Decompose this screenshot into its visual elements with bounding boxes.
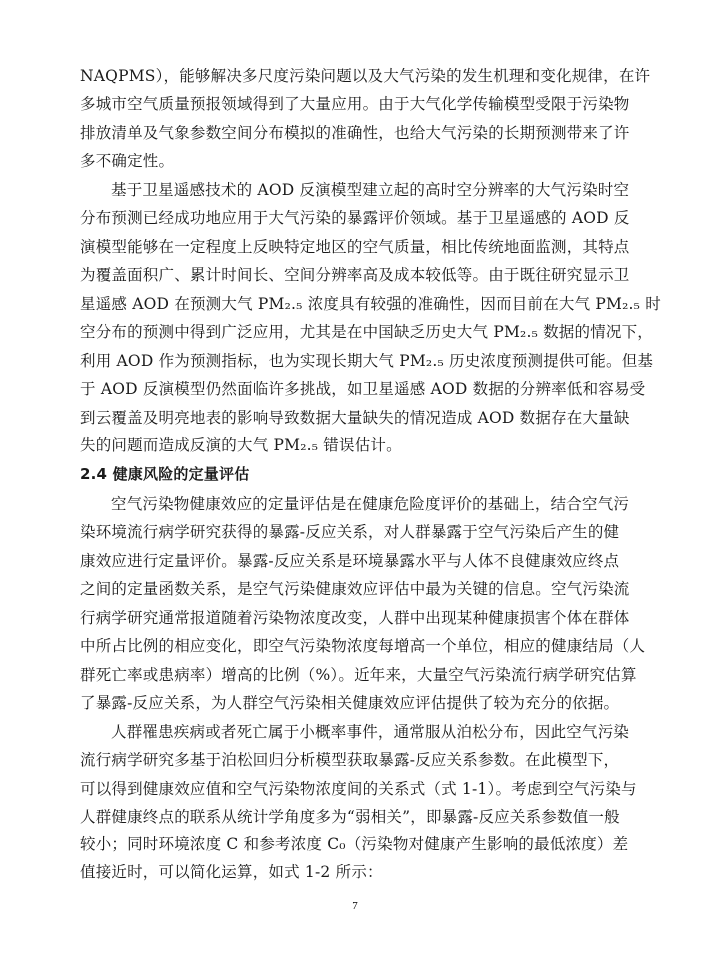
text-line: 多不确定性。 xyxy=(80,152,175,170)
text-line: 康效应进行定量评价。暴露-反应关系是环境暴露水平与人体不良健康效应终点 xyxy=(80,552,620,570)
text-line: 行病学研究通常报道随着污染物浓度改变，人群中出现某种健康损害个体在群体 xyxy=(80,609,630,627)
text-line: 人群罹患疾病或者死亡属于小概率事件，通常服从泊松分布，因此空气污染 xyxy=(111,723,630,741)
text-line: 星遥感 AOD 在预测大气 PM₂.₅ 浓度具有较强的准确性，因而目前在大气 PM₂.₅ 时 xyxy=(80,295,661,313)
text-line: 了暴露-反应关系，为人群空气污染相关健康效应评估提供了较为充分的依据。 xyxy=(80,694,620,712)
text-line: NAQPMS），能够解决多尺度污染问题以及大气污染的发生机理和变化规律，在许 xyxy=(80,67,651,85)
text-line: 排放清单及气象参数空间分布模拟的准确性，也给大气污染的长期预测带来了许 xyxy=(80,124,630,142)
text-line: 染环境流行病学研究获得的暴露-反应关系，对人群暴露于空气污染后产生的健 xyxy=(80,523,620,541)
text-line: 值接近时，可以简化运算，如式 1-2 所示： xyxy=(80,863,383,881)
text-line: 较小；同时环境浓度 C 和参考浓度 C₀（污染物对健康产生影响的最低浓度）差 xyxy=(80,835,629,853)
text-line: 利用 AOD 作为预测指标，也为实现长期大气 PM₂.₅ 历史浓度预测提供可能。但基 xyxy=(80,352,654,370)
text-line: 为覆盖面积广、累计时间长、空间分辨率高及成本较低等。由于既往研究显示卫 xyxy=(80,266,630,284)
page-number: 7 xyxy=(352,900,358,912)
text-line: 人群健康终点的联系从统计学角度多为“弱相关”，即暴露-反应关系参数值一般 xyxy=(80,808,620,826)
text-line: 群死亡率或患病率）增高的比例（%）。近年来，大量空气污染流行病学研究估算 xyxy=(80,666,637,684)
text-line: 可以得到健康效应值和空气污染物浓度间的关系式（式 1-1）。考虑到空气污染与 xyxy=(80,780,637,798)
section-heading: 2.4 健康风险的定量评估 xyxy=(80,465,250,483)
text-line: 于 AOD 反演模型仍然面临许多挑战，如卫星遥感 AOD 数据的分辨率低和容易受 xyxy=(80,380,646,398)
text-line: 之间的定量函数关系，是空气污染健康效应评估中最为关键的信息。空气污染流 xyxy=(80,580,630,598)
text-line: 多城市空气质量预报领域得到了大量应用。由于大气化学传输模型受限于污染物 xyxy=(80,95,630,113)
text-line: 空分布的预测中得到广泛应用，尤其是在中国缺乏历史大气 PM₂.₅ 数据的情况下， xyxy=(80,323,654,341)
text-line: 到云覆盖及明亮地表的影响导致数据大量缺失的情况造成 AOD 数据存在大量缺 xyxy=(80,409,630,427)
text-line: 空气污染物健康效应的定量评估是在健康危险度评价的基础上，结合空气污 xyxy=(111,495,630,513)
text-line: 基于卫星遥感技术的 AOD 反演模型建立起的高时空分辨率的大气污染时空 xyxy=(111,181,630,199)
text-line: 失的问题而造成反演的大气 PM₂.₅ 错误估计。 xyxy=(80,436,402,454)
text-line: 演模型能够在一定程度上反映特定地区的空气质量，相比传统地面监测，其特点 xyxy=(80,238,630,256)
text-line: 中所占比例的相应变化，即空气污染物浓度每增高一个单位，相应的健康结局（人 xyxy=(80,637,646,655)
text-line: 流行病学研究多基于泊松回归分析模型获取暴露-反应关系参数。在此模型下， xyxy=(80,751,620,769)
text-line: 分布预测已经成功地应用于大气污染的暴露评价领域。基于卫星遥感的 AOD 反 xyxy=(80,209,630,227)
